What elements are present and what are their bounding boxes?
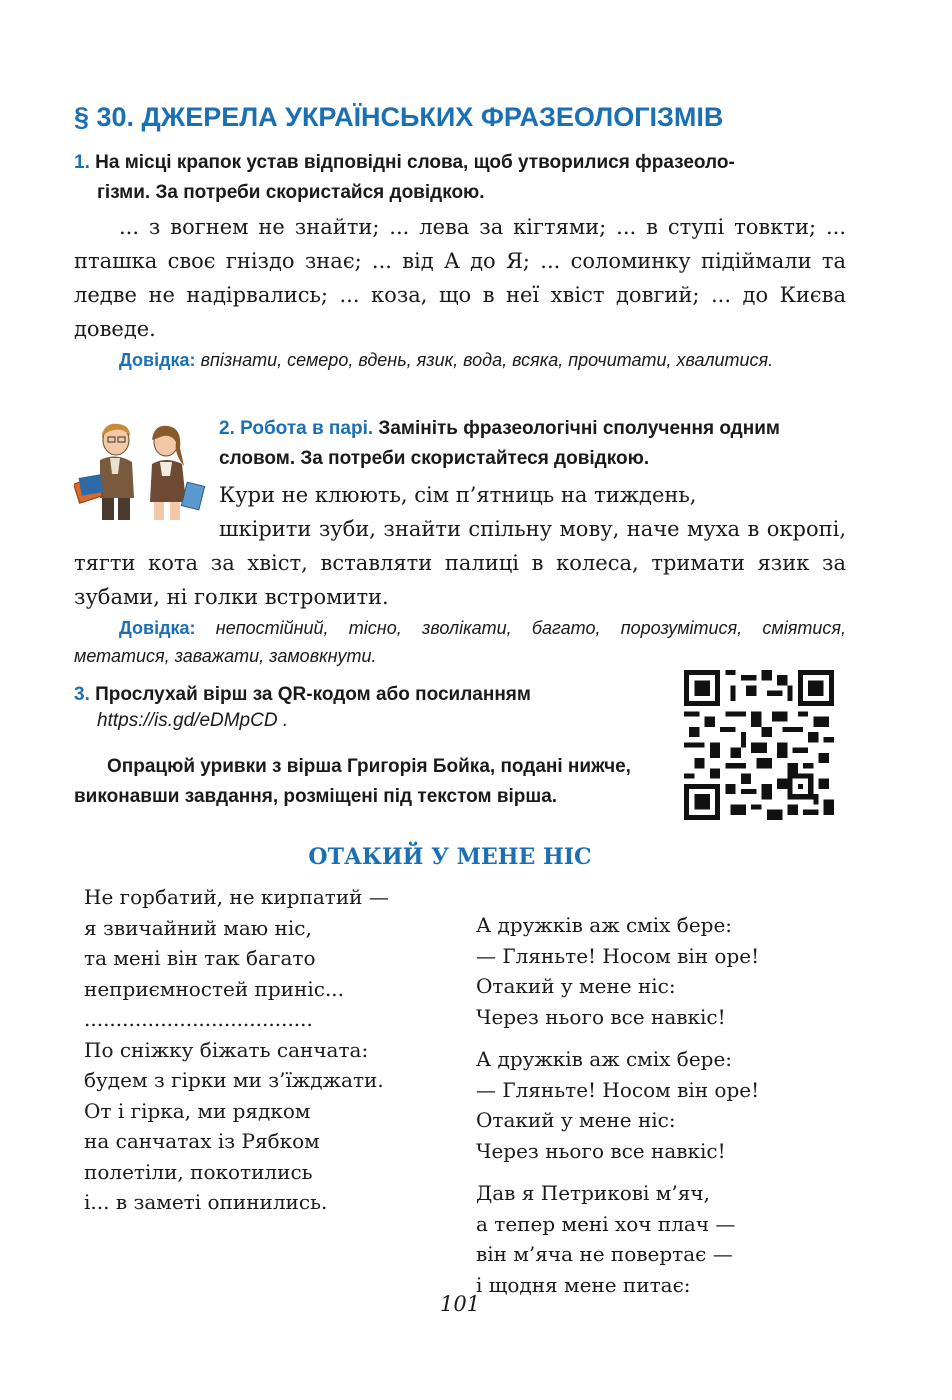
task1-reference xyxy=(74,346,846,374)
task3-heading-text: Прослухай вірш за QR-кодом або посиланням xyxy=(95,684,531,705)
poem-stanza xyxy=(476,1178,856,1300)
poem-stanza xyxy=(476,910,856,1032)
section-title: § 30. ДЖЕРЕЛА УКРАЇНСЬКИХ ФРАЗЕОЛОГІЗМІВ xyxy=(74,102,724,132)
poem-right-column xyxy=(476,910,856,1312)
task1-heading xyxy=(74,148,854,208)
task2-heading xyxy=(219,414,849,474)
poem-line: а тепер мені хоч плач — xyxy=(476,1211,736,1236)
poem-left-column xyxy=(84,882,444,1230)
task3-number: 3. xyxy=(74,684,90,705)
task1-number: 1. xyxy=(74,152,90,173)
poem-line: Дав я Петрикові м’яч, xyxy=(476,1181,710,1205)
task3-instruction: Опрацюй уривки з вірша Григорія Бойка, подані нижче, виконавши завдання, розміщені під текстом вірша. xyxy=(74,756,631,807)
task2-reference-words: непостійний, тісно, зволікати, багато, порозумітися, сміятися, метатися, заважати, замовкнути. xyxy=(74,618,846,666)
task1-heading-line1: На місці крапок устав відповідні слова, щоб утворилися фразеоло- xyxy=(95,152,735,173)
task2-reference-label: Довідка: xyxy=(119,618,196,638)
task2-text-rest: шкірити зуби, знайти спільну мову, наче муха в окропі, тягти кота за хвіст, вставляти палиці в колеса, тримати язик за зубами, ні голки встромити. xyxy=(74,517,846,609)
task2-text xyxy=(74,478,846,614)
poem-line: По сніжку біжать санчата: xyxy=(84,1037,369,1062)
poem-line: будем з гірки ми з’їжджати. xyxy=(84,1068,384,1092)
poem-stanza xyxy=(476,1044,856,1166)
page-number: 101 xyxy=(439,1292,481,1316)
task2-number: 2. xyxy=(219,418,235,439)
poem-line: А дружків аж сміх бере: xyxy=(476,1047,733,1071)
task2-label: Робота в парі. xyxy=(240,418,374,439)
poem-line: .................................... xyxy=(84,1007,313,1031)
poem-line: От і гірка, ми рядком xyxy=(84,1098,311,1123)
task2-reference xyxy=(74,614,846,670)
task2-heading-text: Замініть фразеологічні сполучення одним словом. За потреби скористайтеся довідкою. xyxy=(219,418,780,469)
poem-line: я звичайний маю ніс, xyxy=(84,915,312,940)
poem-line: Через нього все навкіс! xyxy=(476,1138,726,1163)
poem-line: — Гляньте! Носом він оре! xyxy=(476,1077,760,1102)
poem-line: і щодня мене питає: xyxy=(476,1272,691,1297)
task3-heading xyxy=(74,680,654,710)
task1-reference-words: впізнати, семеро, вдень, язик, вода, всяка, прочитати, хвалитися. xyxy=(200,350,774,370)
poem-line: Отакий у мене ніс: xyxy=(476,974,676,998)
poem-line: — Гляньте! Носом він оре! xyxy=(476,943,760,968)
poem-line: А дружків аж сміх бере: xyxy=(476,913,733,937)
poem-line: Не горбатий, не кирпатий — xyxy=(84,885,389,909)
poem-stanza xyxy=(84,882,444,1218)
poem-line: він м’яча не повертає — xyxy=(476,1242,733,1266)
qr-code-icon[interactable] xyxy=(684,670,834,820)
poem-line: на санчатах із Рябком xyxy=(84,1129,320,1153)
task1-reference-label: Довідка: xyxy=(119,350,196,370)
task2-text-first-line: Кури не клюють, сім п’ятниць на тиждень, xyxy=(219,483,697,507)
poem-line: Отакий у мене ніс: xyxy=(476,1108,676,1132)
task3-link[interactable]: https://is.gd/eDMpCD . xyxy=(97,710,289,731)
poem-title: ОТАКИЙ У МЕНЕ НІС xyxy=(308,844,592,870)
task1-text-body: ... з вогнем не знайти; ... лева за кігтями; ... в ступі товкти; ... пташка своє гніздо знає; ... від А до Я; ... соломинку підіймали та ледве не надірвались; ... коза, що в неї хвіст довгий; ... до Києва доведе. xyxy=(74,215,846,341)
poem-line: та мені він так багато xyxy=(84,946,316,970)
task1-heading-line2: гізми. За потреби скористайся довідкою. xyxy=(97,182,485,203)
task1-text xyxy=(74,210,846,346)
poem-line: Через нього все навкіс! xyxy=(476,1004,726,1029)
poem-line: полетіли, покотились xyxy=(84,1159,313,1184)
poem-line: і... в заметі опинились. xyxy=(84,1190,328,1214)
poem-line: неприємностей приніс... xyxy=(84,976,345,1001)
